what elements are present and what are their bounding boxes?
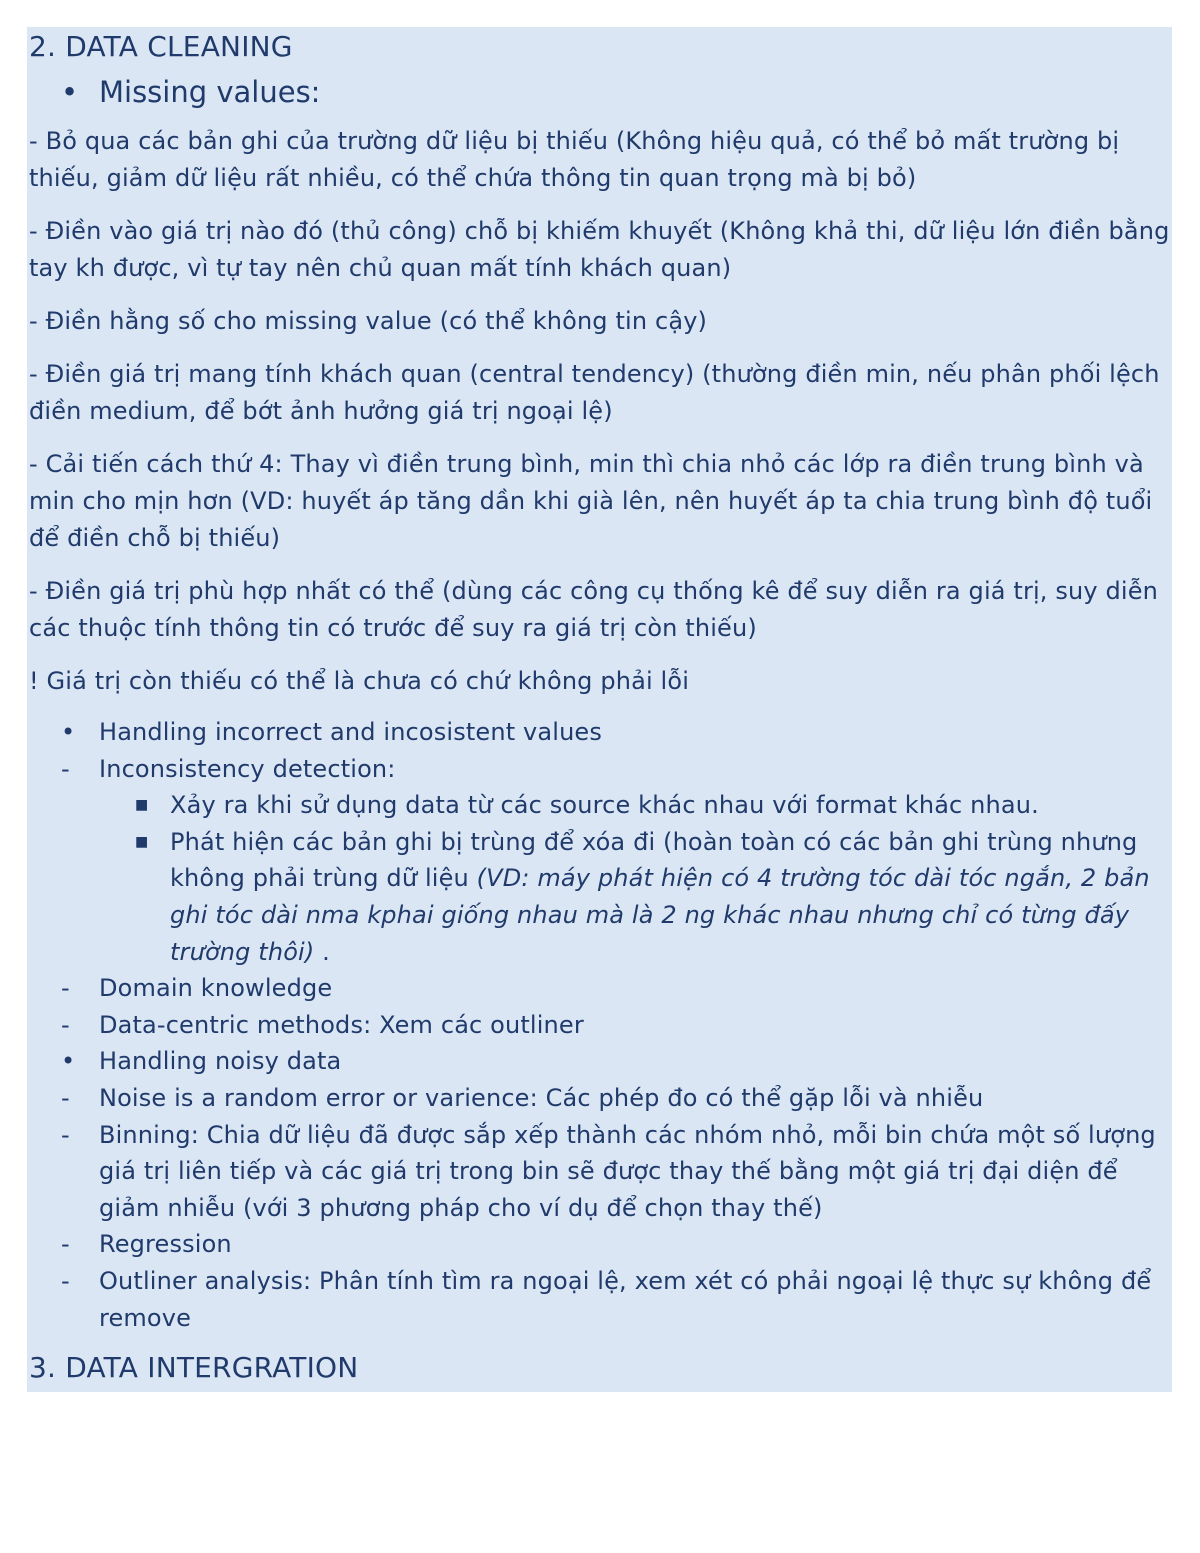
list-item: ■ Phát hiện các bản ghi bị trùng để xóa đi (hoàn toàn có các bản ghi trùng nhưng không phải trùng dữ liệu (VD: máy phát hiện có 4 trường tóc dài tóc ngắn, 2 bản ghi tóc dài nma kphai giống nhau mà là 2 ng khác nhau nhưng chỉ có từng đấy trường thôi) . [27, 824, 1172, 970]
dash-icon: - [61, 1083, 70, 1112]
paragraph-6: - Điền giá trị phù hợp nhất có thể (dùng các công cụ thống kê để suy diễn ra giá trị, suy diễn các thuộc tính thông tin có trước để suy ra giá trị còn thiếu) [29, 577, 1158, 642]
paragraph-2: - Điền vào giá trị nào đó (thủ công) chỗ bị khiếm khuyết (Không khả thi, dữ liệu lớn điền bằng tay kh được, vì tự tay nên chủ quan mất tính khách quan) [29, 217, 1170, 282]
list-item: - Outliner analysis: Phân tính tìm ra ngoại lệ, xem xét có phải ngoại lệ thực sự không để remove [27, 1263, 1172, 1336]
dash-icon: - [61, 1010, 70, 1039]
paragraph-note: ! Giá trị còn thiếu có thể là chưa có chứ không phải lỗi [29, 667, 690, 695]
list-item: ■ Xảy ra khi sử dụng data từ các source khác nhau với format khác nhau. [27, 787, 1172, 824]
cleaning-list [27, 714, 1172, 1336]
dash-icon: - [61, 754, 70, 783]
list-item: - Inconsistency detection: [27, 751, 1172, 788]
list-item: - Domain knowledge [27, 970, 1172, 1007]
bullet-icon: • [61, 75, 79, 109]
paragraph-3: - Điền hằng số cho missing value (có thể không tin cậy) [29, 307, 708, 335]
paragraph-1: - Bỏ qua các bản ghi của trường dữ liệu bị thiếu (Không hiệu quả, có thể bỏ mất trường bị thiếu, giảm dữ liệu rất nhiều, có thể chứa thông tin quan trọng mà bị bỏ) [29, 127, 1120, 192]
list-item: - Regression [27, 1226, 1172, 1263]
paragraph-4: - Điền giá trị mang tính khách quan (central tendency) (thường điền min, nếu phân phối lệch điền medium, để bớt ảnh hưởng giá trị ngoại lệ) [29, 360, 1160, 425]
section-3-heading: 3. DATA INTERGRATION [29, 1351, 359, 1385]
bullet-icon: • [61, 1047, 76, 1076]
missing-values-heading: • Missing values: [27, 67, 1172, 121]
list-item: - Data-centric methods: Xem các outliner [27, 1007, 1172, 1044]
list-item: • Handling incorrect and incosistent values [27, 714, 1172, 751]
dash-icon: - [61, 1120, 70, 1149]
dash-icon: - [61, 1230, 70, 1259]
dash-icon: - [61, 1266, 70, 1295]
bullet-icon: • [61, 718, 76, 746]
square-bullet-icon: ■ [135, 833, 149, 850]
list-item: - Binning: Chia dữ liệu đã được sắp xếp thành các nhóm nhỏ, mỗi bin chứa một số lượng giá trị liên tiếp và các giá trị trong bin sẽ được thay thế bằng một giá trị đại diện để giảm nhiễu (với 3 phương pháp cho ví dụ để chọn thay thế) [27, 1117, 1172, 1227]
list-item: - Noise is a random error or varience: Các phép đo có thể gặp lỗi và nhiễu [27, 1080, 1172, 1117]
document-page [27, 27, 1172, 1392]
paragraph-5: - Cải tiến cách thứ 4: Thay vì điền trung bình, min thì chia nhỏ các lớp ra điền trung bình và min cho mịn hơn (VD: huyết áp tăng dần khi già lên, nên huyết áp ta chia trung bình độ tuổi để điền chỗ bị thiếu) [29, 450, 1153, 552]
dash-icon: - [61, 974, 70, 1003]
square-bullet-icon: ■ [135, 797, 149, 814]
section-2-heading: 2. DATA CLEANING [29, 30, 293, 63]
list-item: • Handling noisy data [27, 1043, 1172, 1080]
